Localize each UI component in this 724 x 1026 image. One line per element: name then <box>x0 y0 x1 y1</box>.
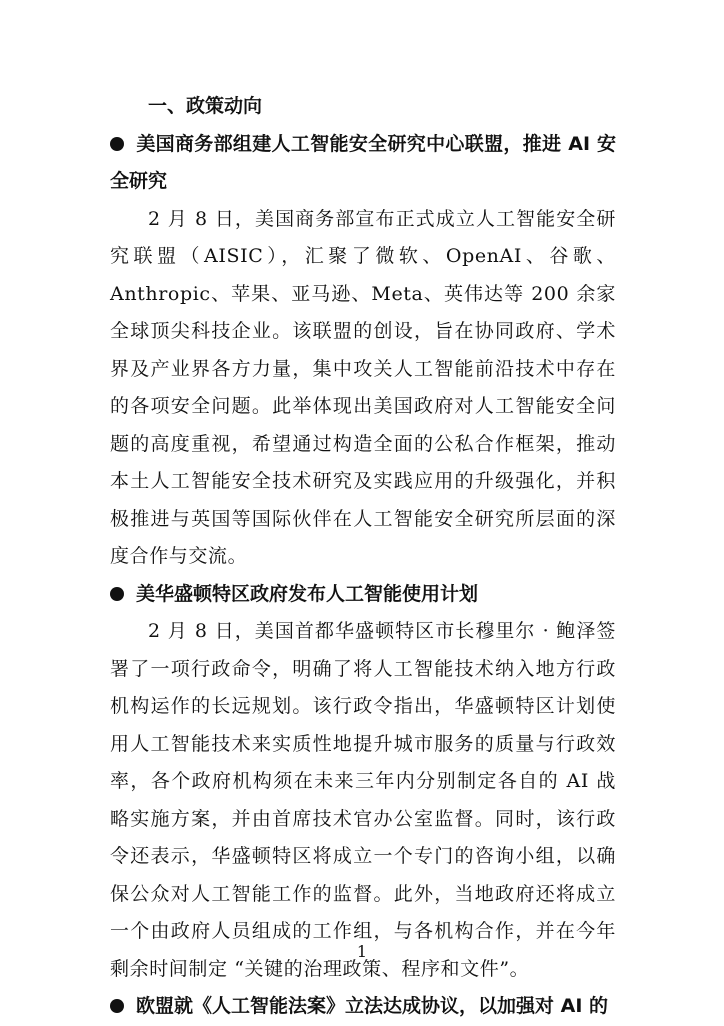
bullet-dot-icon <box>110 587 124 601</box>
bullet-heading-text: 美国商务部组建人工智能安全研究中心联盟，推进 AI 安全研究 <box>110 132 616 192</box>
bullet-heading-text: 美华盛顿特区政府发布人工智能使用计划 <box>136 582 479 605</box>
bullet-dot-icon <box>110 999 124 1013</box>
bullet-heading-text: 欧盟就《人工智能法案》立法达成协议，以加强对 AI 的 <box>136 995 609 1017</box>
bullet-heading-2 <box>110 576 616 614</box>
bullet-heading-1 <box>110 126 616 201</box>
section-title: 一、政策动向 <box>148 95 263 117</box>
bullet-heading-3 <box>110 988 616 1026</box>
paragraph-2: 2 月 8 日，美国首都华盛顿特区市长穆里尔 · 鲍泽签署了一项行政命令，明确了将人工智能技术纳入地方行政机构运作的长远规划。该行政令指出，华盛顿特区计划使用人工智能技术来实质性地提升城市服务的质量与行政效率，各个政府机构须在未来三年内分别制定各自的 AI 战略实施方案，并由首席技术官办公室监督。同时，该行政令还表示，华盛顿特区将成立一个专门的咨询小组，以确保公众对人工智能工作的监督。此外，当地政府还将成立一个由政府人员组成的工作组，与各机构合作，并在今年剩余时间制定 “关键的治理政策、程序和文件”。 <box>110 620 616 980</box>
page-number: 1 <box>356 942 368 961</box>
bullet-dot-icon <box>110 137 124 151</box>
document-body <box>110 88 616 1026</box>
paragraph-1: 2 月 8 日，美国商务部宣布正式成立人工智能安全研究联盟（AISIC），汇聚了微软、OpenAI、谷歌、Anthropic、苹果、亚马逊、Meta、英伟达等 200 余家全球顶尖科技企业。该联盟的创设，旨在协同政府、学术界及产业界各方力量，集中攻关人工智能前沿技术中存在的各项安全问题。此举体现出美国政府对人工智能安全问题的高度重视，希望通过构造全面的公私合作框架，推动本土人工智能安全技术研究及实践应用的升级强化，并积极推进与英国等国际伙伴在人工智能安全研究所层面的深度合作与交流。 <box>110 207 616 567</box>
